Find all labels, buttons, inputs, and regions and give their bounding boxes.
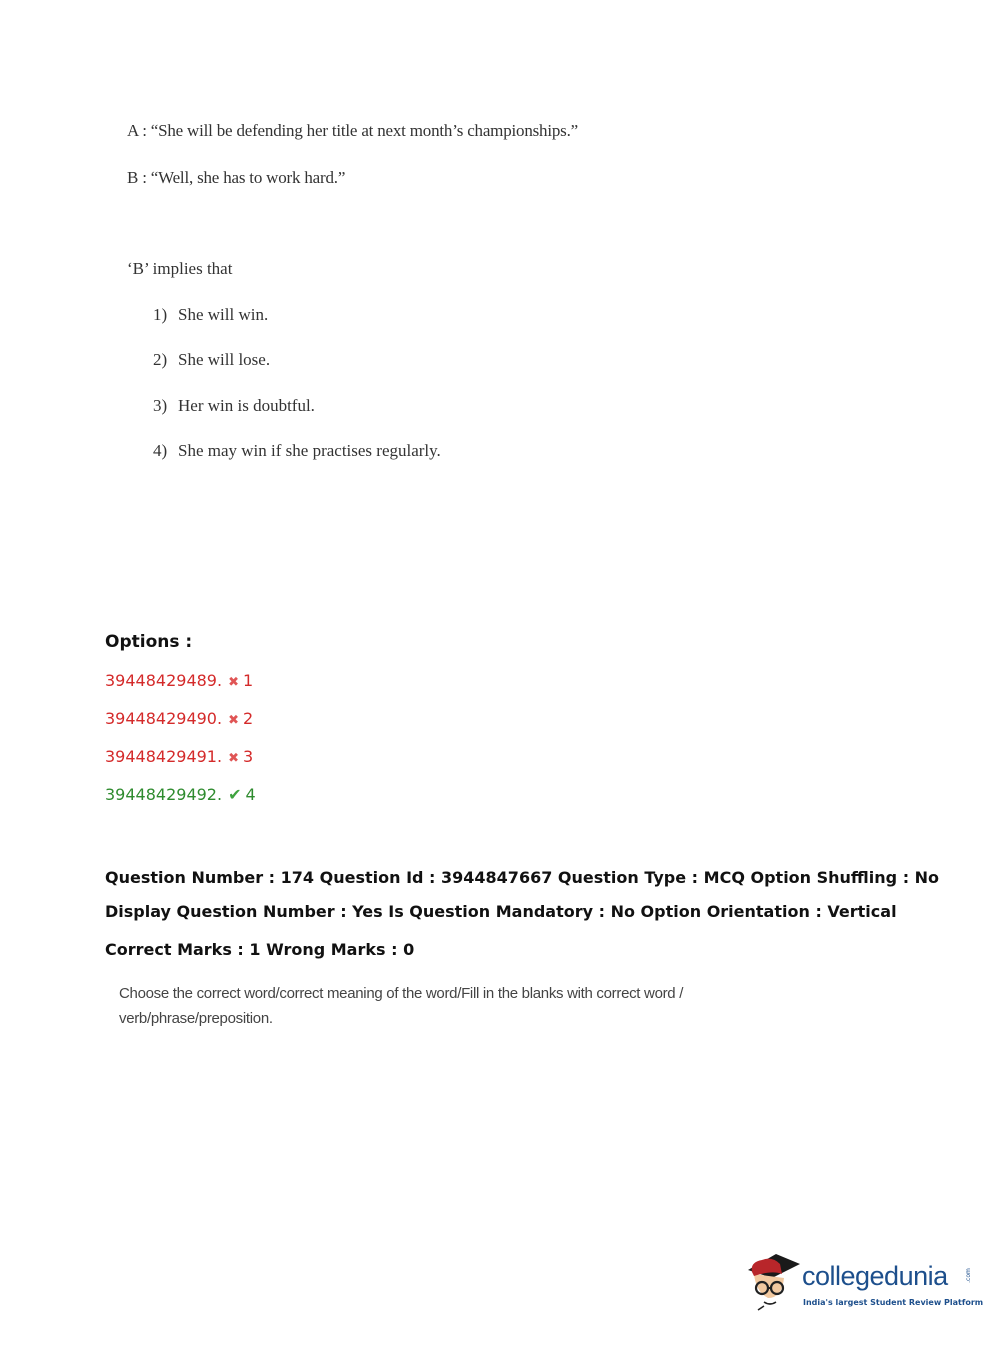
question-stem: ‘B’ implies that bbox=[127, 259, 233, 278]
option-id: 39448429490. bbox=[105, 709, 223, 728]
question-meta-line: Question Number : 174 Question Id : 3944847667 Question Type : MCQ Option Shuffling : No bbox=[105, 868, 940, 887]
cross-icon: ✖ bbox=[228, 675, 239, 690]
option-value: 2 bbox=[242, 709, 254, 728]
option-id: 39448429489. bbox=[105, 671, 223, 690]
choice-number: 4) bbox=[153, 441, 168, 460]
options-heading: Options : bbox=[105, 632, 193, 652]
question-meta-line: Display Question Number : Yes Is Question Mandatory : No Option Orientation : Vertical bbox=[105, 902, 897, 921]
dialogue-line-a: A : “She will be defending her title at next month’s championships.” bbox=[127, 121, 578, 140]
collegedunia-logo bbox=[742, 1248, 984, 1318]
option-row bbox=[105, 785, 256, 804]
dialogue-line-b: B : “Well, she has to work hard.” bbox=[127, 168, 346, 187]
check-icon: ✔ bbox=[228, 785, 242, 804]
choice-text: She will lose. bbox=[178, 350, 271, 369]
mascot-icon bbox=[742, 1248, 800, 1314]
option-value: 3 bbox=[242, 747, 254, 766]
option-row bbox=[105, 747, 253, 766]
option-row bbox=[105, 709, 253, 728]
logo-tagline: India's largest Student Review Platform bbox=[803, 1298, 984, 1307]
option-row bbox=[105, 671, 253, 690]
choice-item bbox=[153, 441, 441, 461]
option-value: 1 bbox=[242, 671, 254, 690]
question-marks-line: Correct Marks : 1 Wrong Marks : 0 bbox=[105, 940, 415, 959]
choice-item bbox=[153, 305, 268, 325]
option-id: 39448429491. bbox=[105, 747, 223, 766]
logo-tld: .com bbox=[964, 1268, 972, 1283]
choice-number: 2) bbox=[153, 350, 168, 369]
choice-item bbox=[153, 396, 315, 416]
choice-text: Her win is doubtful. bbox=[178, 396, 315, 415]
cross-icon: ✖ bbox=[228, 751, 239, 766]
choice-item bbox=[153, 350, 270, 370]
choice-number: 3) bbox=[153, 396, 168, 415]
choice-text: She may win if she practises regularly. bbox=[178, 441, 441, 460]
cross-icon: ✖ bbox=[228, 713, 239, 728]
option-id: 39448429492. bbox=[105, 785, 223, 804]
choice-text: She will win. bbox=[178, 305, 269, 324]
logo-wordmark: collegedunia bbox=[802, 1261, 948, 1291]
question-instruction: Choose the correct word/correct meaning of the word/Fill in the blanks with correct word / verb/phrase/preposition. bbox=[119, 985, 684, 1027]
option-value: 4 bbox=[245, 785, 256, 804]
choice-number: 1) bbox=[153, 305, 168, 324]
